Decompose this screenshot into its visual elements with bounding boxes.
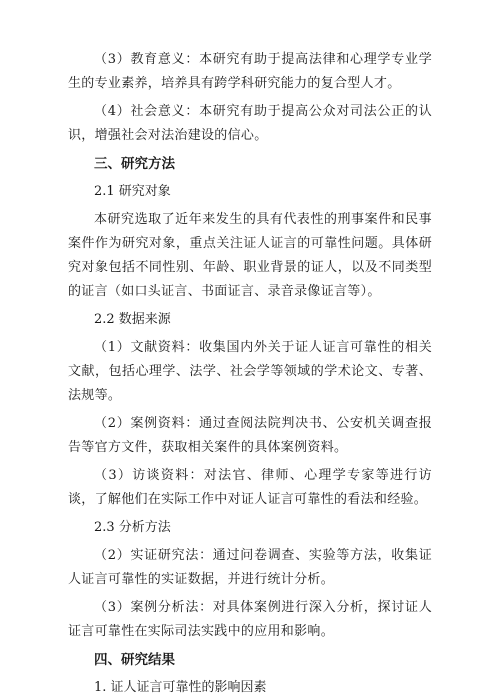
paragraph-empirical-method: （2）实证研究法：通过问卷调查、实验等方法，收集证人证言可靠性的实证数据，并进行统计分析。 — [68, 548, 432, 587]
subheading-research-object: 2.1 研究对象 — [94, 184, 171, 199]
subheading-influencing-factors: 1. 证人证言可靠性的影响因素 — [94, 680, 267, 695]
paragraph-literature-data: （1）文献资料：收集国内外关于证人证言可靠性的相关文献，包括心理学、法学、社会学等领域的学术论文、专著、法规等。 — [68, 340, 432, 403]
paragraph-social-significance: （4）社会意义：本研究有助于提高公众对司法公正的认识，增强社会对法治建设的信心。 — [68, 104, 432, 143]
paragraph-interview-data: （3）访谈资料：对法官、律师、心理学专家等进行访谈，了解他们在实际工作中对证人证言可靠性的看法和经验。 — [68, 468, 432, 507]
subheading-data-source: 2.2 数据来源 — [94, 312, 171, 327]
section-heading-research-results: 四、研究结果 — [94, 652, 175, 668]
paragraph-case-analysis-method: （3）案例分析法：对具体案例进行深入分析，探讨证人证言可靠性在实际司法实践中的应用和影响。 — [68, 600, 432, 639]
subheading-analysis-method: 2.3 分析方法 — [94, 520, 171, 535]
paragraph-case-data: （2）案例资料：通过查阅法院判决书、公安机关调查报告等官方文件，获取相关案件的具体案例资料。 — [68, 416, 432, 455]
paragraph-research-object: 本研究选取了近年来发生的具有代表性的刑事案件和民事案件作为研究对象，重点关注证人证言的可靠性问题。具体研究对象包括不同性别、年龄、职业背景的证人，以及不同类型的证言（如口头证言、书面证言、录音录像证言等）。 — [68, 212, 432, 299]
paragraph-education-significance: （3）教育意义：本研究有助于提高法律和心理学专业学生的专业素养，培养具有跨学科研究能力的复合型人才。 — [68, 52, 432, 91]
section-heading-research-methods: 三、研究方法 — [94, 156, 175, 172]
